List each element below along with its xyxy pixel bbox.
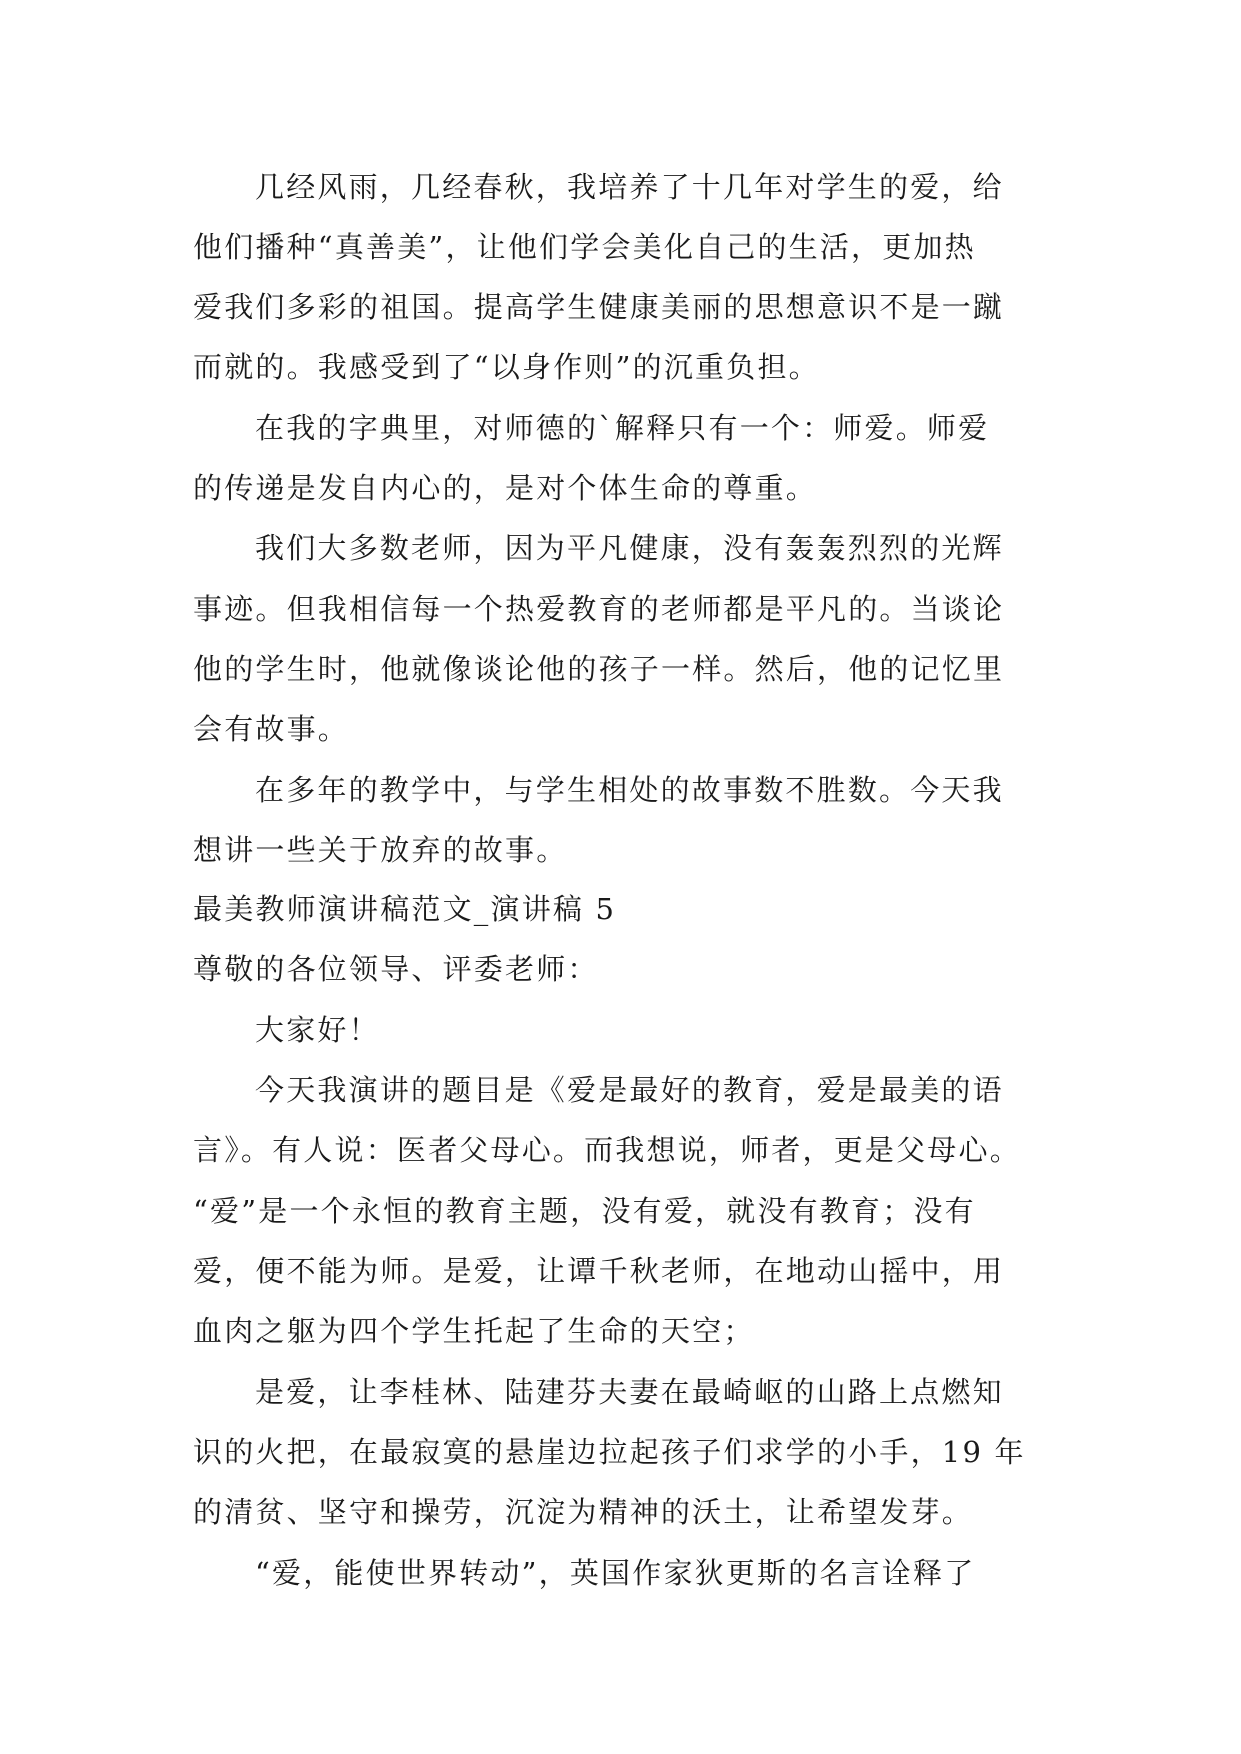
text-line: 他的学生时，他就像谈论他的孩子一样。然后，他的记忆里	[193, 652, 1005, 686]
text-line: 而就的。我感受到了“以身作则”的沉重负担。	[193, 350, 820, 384]
text-line: “爱，能使世界转动”，英国作家狄更斯的名言诠释了	[255, 1556, 976, 1590]
text-line: 爱，便不能为师。是爱，让谭千秋老师，在地动山摇中，用	[193, 1254, 1005, 1288]
salutation: 尊敬的各位领导、评委老师：	[193, 952, 599, 986]
text-line: 的清贫、坚守和操劳，沉淀为精神的沃土，让希望发芽。	[193, 1495, 974, 1529]
text-line: 识的火把，在最寂寞的悬崖边拉起孩子们求学的小手，19 年	[193, 1435, 1026, 1469]
text-line: 今天我演讲的题目是《爱是最好的教育，爱是最美的语	[255, 1073, 1004, 1107]
text-line: “爱”是一个永恒的教育主题，没有爱，就没有教育；没有	[193, 1194, 976, 1228]
text-line: 的传递是发自内心的，是对个体生命的尊重。	[193, 471, 818, 505]
text-line: 想讲一些关于放弃的故事。	[193, 833, 568, 867]
text-line: 血肉之躯为四个学生托起了生命的天空；	[193, 1314, 755, 1348]
text-line: 会有故事。	[193, 712, 350, 746]
text-line: 几经风雨，几经春秋，我培养了十几年对学生的爱，给	[255, 170, 1004, 204]
section-title: 最美教师演讲稿范文_演讲稿 5	[193, 892, 617, 926]
text-line: 言》。有人说：医者父母心。而我想说，师者，更是父母心。	[193, 1133, 1021, 1167]
text-line: 爱我们多彩的祖国。提高学生健康美丽的思想意识不是一蹴	[193, 290, 1005, 324]
greeting: 大家好！	[255, 1013, 380, 1047]
text-line: 在多年的教学中，与学生相处的故事数不胜数。今天我	[255, 773, 1004, 807]
text-line: 事迹。但我相信每一个热爱教育的老师都是平凡的。当谈论	[193, 592, 1005, 626]
text-line: 他们播种“真善美”，让他们学会美化自己的生活，更加热	[193, 230, 976, 264]
text-line: 是爱，让李桂林、陆建芬夫妻在最崎岖的山路上点燃知	[255, 1375, 1004, 1409]
text-line: 在我的字典里，对师德的`解释只有一个：师爱。师爱	[255, 411, 990, 445]
text-line: 我们大多数老师，因为平凡健康，没有轰轰烈烈的光辉	[255, 531, 1004, 565]
